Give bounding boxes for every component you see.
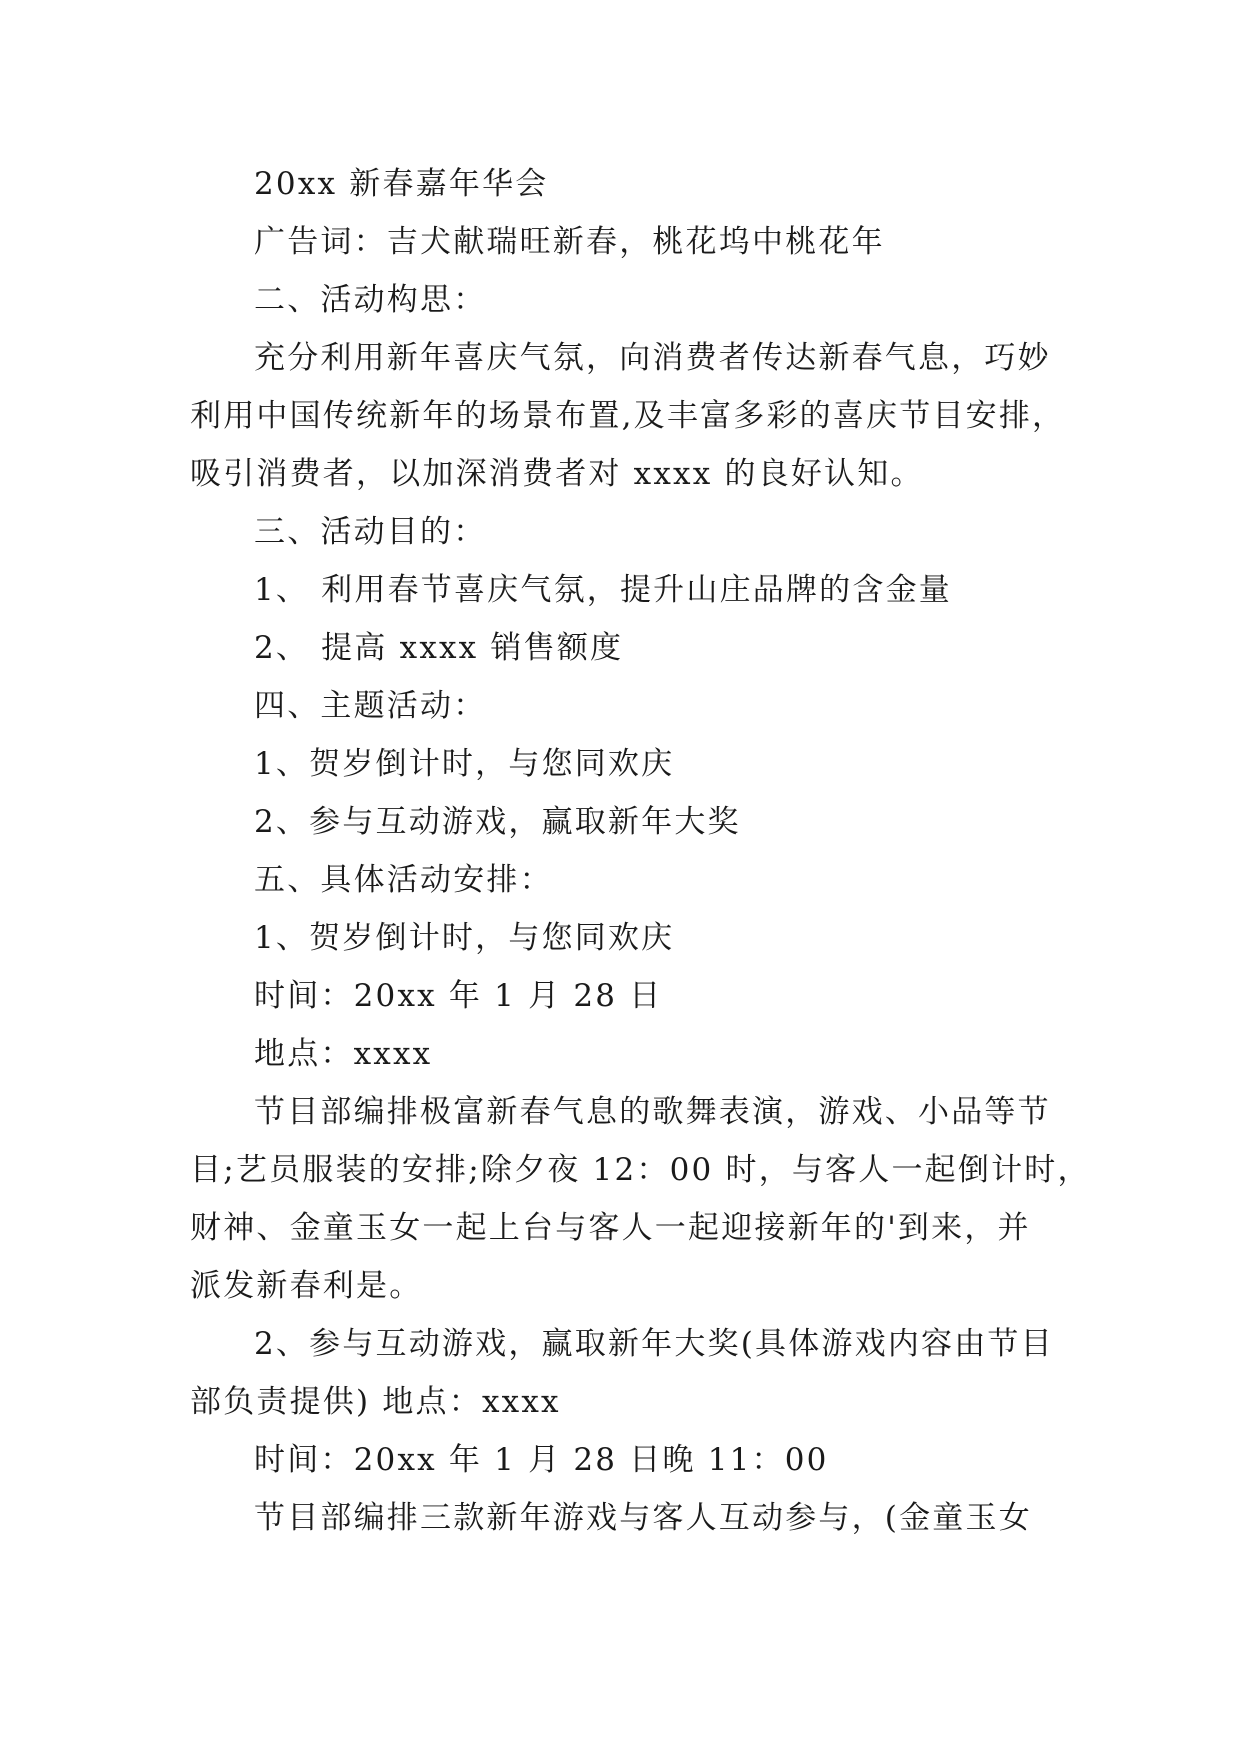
paragraph-line: 吸引消费者，以加深消费者对 xxxx 的良好认知。 xyxy=(190,456,924,492)
slogan-line: 广告词：吉犬献瑞旺新春，桃花坞中桃花年 xyxy=(254,224,885,260)
paragraph-line: 节目部编排三款新年游戏与客人互动参与，(金童玉女 xyxy=(254,1500,1032,1536)
list-item: 2、参与互动游戏，赢取新年大奖 xyxy=(254,804,741,840)
document-title: 20xx 新春嘉年华会 xyxy=(254,166,549,202)
list-item: 2、 提高 xxxx 销售额度 xyxy=(254,630,624,666)
paragraph-line: 目;艺员服装的安排;除夕夜 12：00 时，与客人一起倒计时， xyxy=(190,1152,1091,1188)
time-line: 时间：20xx 年 1 月 28 日晚 11：00 xyxy=(254,1442,829,1478)
paragraph-line: 部负责提供) 地点：xxxx xyxy=(190,1384,561,1420)
section-heading: 四、主题活动： xyxy=(254,688,487,724)
section-heading: 三、活动目的： xyxy=(254,514,487,550)
paragraph-line: 派发新春利是。 xyxy=(190,1268,423,1304)
location-line: 地点：xxxx xyxy=(254,1036,433,1072)
document-page xyxy=(190,155,1091,1547)
paragraph-line: 财神、金童玉女一起上台与客人一起迎接新年的'到来，并 xyxy=(190,1210,1031,1246)
list-item: 1、贺岁倒计时，与您同欢庆 xyxy=(254,746,675,782)
time-line: 时间：20xx 年 1 月 28 日 xyxy=(254,978,663,1014)
section-heading: 二、活动构思： xyxy=(254,282,487,318)
paragraph-line: 充分利用新年喜庆气氛，向消费者传达新春气息，巧妙 xyxy=(254,340,1051,376)
paragraph-line: 节目部编排极富新春气息的歌舞表演，游戏、小品等节 xyxy=(254,1094,1051,1130)
list-item: 1、贺岁倒计时，与您同欢庆 xyxy=(254,920,675,956)
section-heading: 五、具体活动安排： xyxy=(254,862,553,898)
paragraph-line: 利用中国传统新年的场景布置,及丰富多彩的喜庆节目安排， xyxy=(190,398,1066,434)
list-item: 1、 利用春节喜庆气氛，提升山庄品牌的含金量 xyxy=(254,572,952,608)
list-item: 2、参与互动游戏，赢取新年大奖(具体游戏内容由节目 xyxy=(254,1326,1054,1362)
